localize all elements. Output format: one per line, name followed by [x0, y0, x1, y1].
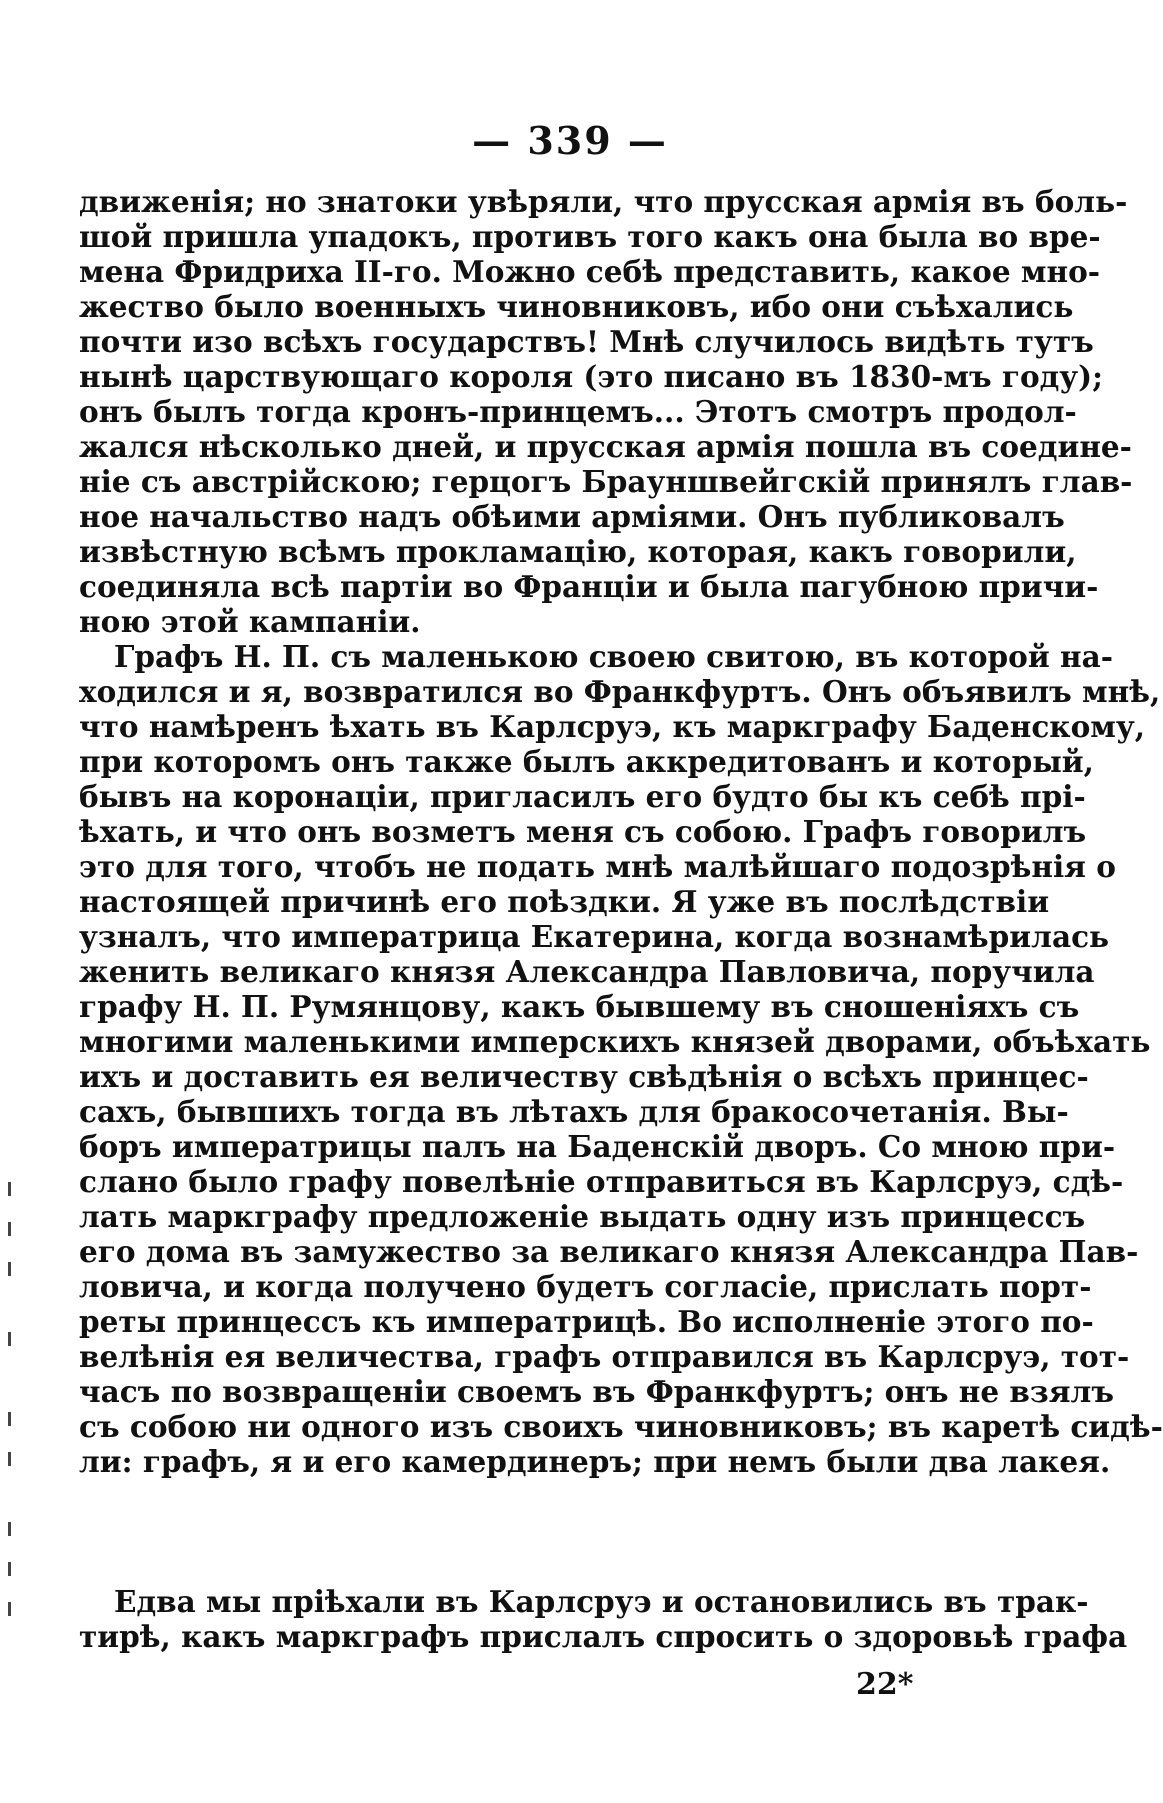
- text-line: ѣхать, и что онъ возметъ меня съ собою. Графъ говорилъ: [79, 814, 1087, 849]
- text-line: часъ по возвращеніи своемъ въ Франкфуртъ; онъ не взялъ: [79, 1374, 1114, 1409]
- margin-mark: [8, 1562, 11, 1576]
- text-line: ихъ и доставить ея величеству свѣдѣнія о всѣхъ принцес-: [79, 1059, 1089, 1094]
- margin-mark: [8, 1222, 11, 1236]
- text-line: бывъ на коронаціи, пригласилъ его будто бы къ себѣ прі-: [79, 779, 1086, 814]
- text-line: почти изо всѣхъ государствъ! Мнѣ случилось видѣть тутъ: [79, 324, 1094, 359]
- text-line: ли: графъ, я и его камердинеръ; при немъ были два лакея.: [79, 1444, 1111, 1479]
- text-line: онъ былъ тогда кронъ-принцемъ... Этотъ смотръ продол-: [79, 394, 1077, 429]
- text-line: ною этой кампаніи.: [79, 604, 421, 639]
- text-line: настоящей причинѣ его поѣздки. Я уже въ послѣдствіи: [79, 884, 1050, 919]
- text-line: реты принцессъ къ императрицѣ. Во исполненіе этого по-: [79, 1304, 1094, 1339]
- text-line: движенія; но знатоки увѣряли, что прусская армія въ боль-: [79, 184, 1128, 219]
- text-line: лать маркграфу предложеніе выдать одну изъ принцессъ: [79, 1199, 1086, 1234]
- text-line: тирѣ, какъ маркграфъ прислалъ спросить о здоровьѣ графа: [79, 1619, 1128, 1654]
- text-line: узналъ, что императрица Екатерина, когда вознамѣрилась: [79, 919, 1110, 954]
- text-line: жался нѣсколько дней, и прусская армія пошла въ соедине-: [79, 429, 1132, 464]
- text-line: ловича, и когда получено будетъ согласіе, прислать порт-: [79, 1269, 1092, 1304]
- text-line: ное начальство надъ обѣими арміями. Онъ публиковалъ: [79, 499, 1065, 534]
- text-line: это для того, чтобъ не подать мнѣ малѣйшаго подозрѣнія о: [79, 849, 1116, 884]
- margin-mark: [8, 1452, 11, 1466]
- text-line: жество было военныхъ чиновниковъ, ибо они съѣхались: [79, 289, 1074, 324]
- text-line: шой пришла упадокъ, противъ того какъ она была во вре-: [79, 219, 1101, 254]
- text-line: нынѣ царствующаго короля (это писано въ 1830-мъ году);: [79, 359, 1104, 394]
- text-line: ніе съ австрійскою; герцогъ Брауншвейгскій принялъ глав-: [79, 464, 1133, 499]
- text-line: его дома въ замужество за великаго князя Александра Пав-: [79, 1234, 1139, 1269]
- paragraph-first-line: Графъ Н. П. съ маленькою своею свитою, въ которой на-: [114, 639, 1113, 674]
- text-line: многими маленькими имперскихъ князей дворами, объѣхать: [79, 1024, 1151, 1059]
- text-line: графу Н. П. Румянцову, какъ бывшему въ сношеніяхъ съ: [79, 989, 1080, 1024]
- page-number: — 339 —: [472, 118, 668, 163]
- margin-mark: [8, 1262, 11, 1276]
- margin-mark: [8, 1412, 11, 1426]
- paragraph-first-line: Едва мы пріѣхали въ Карлсруэ и остановились въ трак-: [114, 1584, 1089, 1619]
- signature-mark: 22*: [856, 1667, 914, 1702]
- text-line: соединяла всѣ партіи во Франціи и была пагубною причи-: [79, 569, 1099, 604]
- margin-mark: [8, 1602, 11, 1616]
- text-line: при которомъ онъ также былъ аккредитованъ и который,: [79, 744, 1094, 779]
- margin-mark: [8, 1182, 11, 1196]
- text-line: боръ императрицы палъ на Баденскій дворъ. Со мною при-: [79, 1129, 1116, 1164]
- text-line: сахъ, бывшихъ тогда въ лѣтахъ для бракосочетанія. Вы-: [79, 1094, 1069, 1129]
- text-line: ходился и я, возвратился во Франкфуртъ. Онъ объявилъ мнѣ,: [79, 674, 1161, 709]
- text-line: что намѣренъ ѣхать въ Карлсруэ, къ маркграфу Баденскому,: [79, 709, 1146, 744]
- margin-mark: [8, 1522, 11, 1536]
- text-line: велѣнія ея величества, графъ отправился въ Карлсруэ, тот-: [79, 1339, 1130, 1374]
- margin-mark: [8, 1332, 11, 1346]
- text-line: мена Фридриха II-го. Можно себѣ представить, какое мно-: [79, 254, 1101, 289]
- text-line: женить великаго князя Александра Павловича, поручила: [79, 954, 1095, 989]
- text-line: слано было графу повелѣніе отправиться въ Карлсруэ, сдѣ-: [79, 1164, 1124, 1199]
- text-line: съ собою ни одного изъ своихъ чиновниковъ; въ каретѣ сидѣ-: [79, 1409, 1163, 1444]
- text-line: извѣстную всѣмъ прокламацію, которая, какъ говорили,: [79, 534, 1077, 569]
